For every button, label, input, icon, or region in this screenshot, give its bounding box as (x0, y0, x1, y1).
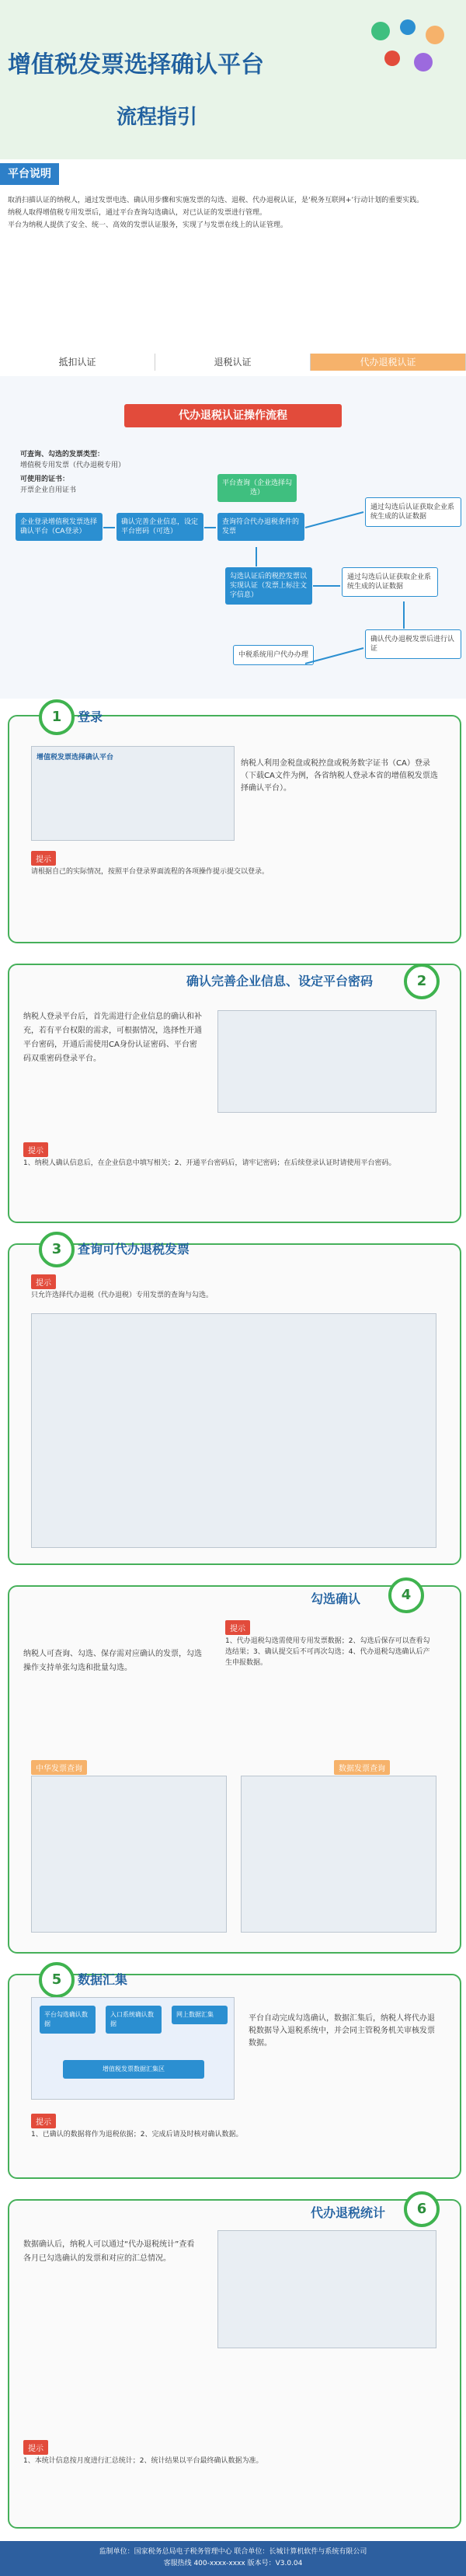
decor-icon-cluster (365, 16, 450, 78)
step-2-tip-label: 提示 (23, 1142, 48, 1157)
step-5-title: 数据汇集 (78, 1972, 128, 1987)
section-label-platform: 平台说明 (0, 163, 59, 185)
step-5-node-3: 网上数据汇集 (172, 2006, 228, 2024)
step-6-screenshot (217, 2230, 436, 2348)
platform-desc-3: 平台为纳税人提供了安全、统一、高效的发票认证服务，实现了与发票在线上的认证管理。 (8, 221, 288, 229)
flow-label-invoice-type-value: 增值税专用发票（代办退税专用） (20, 462, 126, 469)
step-1-screen-title: 增值税发票选择确认平台 (37, 754, 114, 762)
flow-box-query-green: 平台查询（企业选择勾选） (217, 474, 297, 502)
step-5-tip: 1、已确认的数据将作为退税依据；2、完成后请及时核对确认数据。 (31, 2131, 243, 2139)
step-4-desc: 纳税人可查询、勾选、保存需对应确认的发票，勾选操作支持单张勾选和批量勾选。 (23, 1650, 202, 1672)
flow-title: 代办退税认证操作流程 (124, 404, 342, 427)
tab-deduction[interactable]: 抵扣认证 (0, 354, 155, 371)
flow-arrows (0, 376, 466, 699)
flow-box-confirm-refund: 确认代办退税发票后进行认证 (365, 629, 461, 659)
step-4-screenshot-right (241, 1776, 436, 1933)
flow-box-obtain-data: 通过勾选后认证获取企业系统生成的认证数据 (342, 567, 438, 597)
step-4-label-left: 中华发票查询 (31, 1760, 87, 1775)
step-4-tip-label: 提示 (225, 1620, 250, 1635)
step-4-screenshot-left (31, 1776, 227, 1933)
flow-label-cert-value: 开票企业自用证书 (20, 486, 77, 494)
step-3-number: 3 (39, 1232, 75, 1267)
step-1-number: 1 (39, 699, 75, 735)
flow-box-platform-query: 通过勾选后认证获取企业系统生成的认证数据 (365, 497, 461, 527)
tab-refund[interactable]: 退税认证 (155, 354, 311, 371)
step-2-title: 确认完善企业信息、设定平台密码 (186, 974, 374, 988)
footer-line-2: 客服热线 400-xxxx-xxxx 版本号：V3.0.04 (163, 2560, 303, 2567)
tab-agent-refund[interactable]: 代办退税认证 (311, 354, 466, 371)
page-title: 增值税发票选择确认平台 (8, 51, 264, 78)
step-5-number: 5 (39, 1962, 75, 1998)
flow-label-invoice-type: 可查询、勾选的发票类型： (20, 451, 105, 458)
step-1-screenshot (31, 746, 235, 841)
step-5-tip-label: 提示 (31, 2114, 56, 2128)
platform-desc-2: 纳税人取得增值税专用发票后，通过平台查询勾选确认，对已认证的发票进行管理。 (8, 209, 267, 217)
step-6-tip: 1、本统计信息按月度进行汇总统计；2、统计结果以平台最终确认数据为准。 (23, 2457, 263, 2465)
step-5-node-2: 入口系统确认数据 (106, 2006, 162, 2034)
step-5-desc: 平台自动完成勾选确认，数据汇集后，纳税人将代办退税数据导入退税系统中，并会同主管税务机关审核发票数据。 (249, 2014, 435, 2048)
step-2-tip: 1、纳税人确认信息后，在企业信息中填写相关；2、开通平台密码后，请牢记密码；在后续登录认证时请使用平台密码。 (23, 1159, 396, 1167)
step-1-desc: 纳税人利用金税盘或税控盘或税务数字证书（CA）登录（下载CA文件为例，各省纳税人登录本省的增值税发票选择确认平台）。 (241, 759, 438, 793)
step-4-label-right: 数据发票查询 (334, 1760, 390, 1775)
step-3-title: 查询可代办退税发票 (78, 1242, 190, 1257)
page-subtitle: 流程指引 (116, 106, 198, 129)
step-5-node-1: 平台勾选确认数据 (40, 2006, 96, 2034)
step-2-desc: 纳税人登录平台后，首先需进行企业信息的确认和补充，若有平台权限的需求，可根据情况，选择性开通平台密码，开通后需使用CA身份认证密码、平台密码双重密码登录平台。 (23, 1013, 202, 1063)
platform-description (8, 194, 458, 232)
flow-box-agent-handle: 中税系统用户代办办理 (233, 645, 314, 665)
step-1-title: 登录 (78, 709, 103, 724)
footer-line-1: 监制单位：国家税务总局电子税务管理中心 联合单位：长城计算机软件与系统有限公司 (99, 2548, 367, 2556)
flow-box-login: 企业登录增值税发票选择确认平台（CA登录） (16, 513, 103, 541)
step-6-tip-label: 提示 (23, 2440, 48, 2455)
flow-box-confirm-info: 确认完善企业信息，设定平台密码（可选） (116, 513, 203, 541)
flow-label-cert: 可使用的证书： (20, 476, 70, 483)
tab-bar (0, 354, 466, 371)
platform-desc-1: 取消扫描认证的纳税人，通过发票电选、确认用步骤和实施发票的勾选、退税、代办退税认证，是‘税务互联网+’行动计划的重要实践。 (8, 197, 424, 204)
step-4-number: 4 (388, 1577, 424, 1613)
step-5-node-4: 增值税发票数据汇集区 (63, 2060, 204, 2079)
flow-box-query-invoice: 查询符合代办退税条件的发票 (217, 513, 304, 541)
step-2-number: 2 (404, 964, 440, 999)
step-3-tip: 只允许选择代办退税（代办退税）专用发票的查询与勾选。 (31, 1291, 214, 1299)
step-6-number: 6 (404, 2191, 440, 2227)
flow-box-check-confirm: 勾选认证后的税控发票以实现认证（发票上标注文字信息） (225, 567, 312, 605)
step-6-title: 代办退税统计 (311, 2205, 386, 2220)
step-6-desc: 数据确认后，纳税人可以通过“代办退税统计”查看各月已勾选确认的发票和对应的汇总情况。 (23, 2240, 195, 2263)
step-3-tip-label: 提示 (31, 1274, 56, 1289)
footer (0, 2541, 466, 2576)
step-1-tip: 请根据自己的实际情况，按照平台登录界面流程的各项操作提示提交以登录。 (31, 868, 270, 876)
step-4-tip: 1、代办退税勾选需使用专用发票数据；2、勾选后保存可以查看勾选结果；3、确认提交后不可再次勾选；4、代办退税勾选确认后产生申报数据。 (225, 1637, 430, 1667)
step-3-screenshot (31, 1313, 436, 1548)
step-4-title: 勾选确认 (311, 1591, 361, 1606)
step-2-screenshot (217, 1010, 436, 1113)
step-1-tip-label: 提示 (31, 851, 56, 866)
step-5-flow (31, 1997, 235, 2100)
